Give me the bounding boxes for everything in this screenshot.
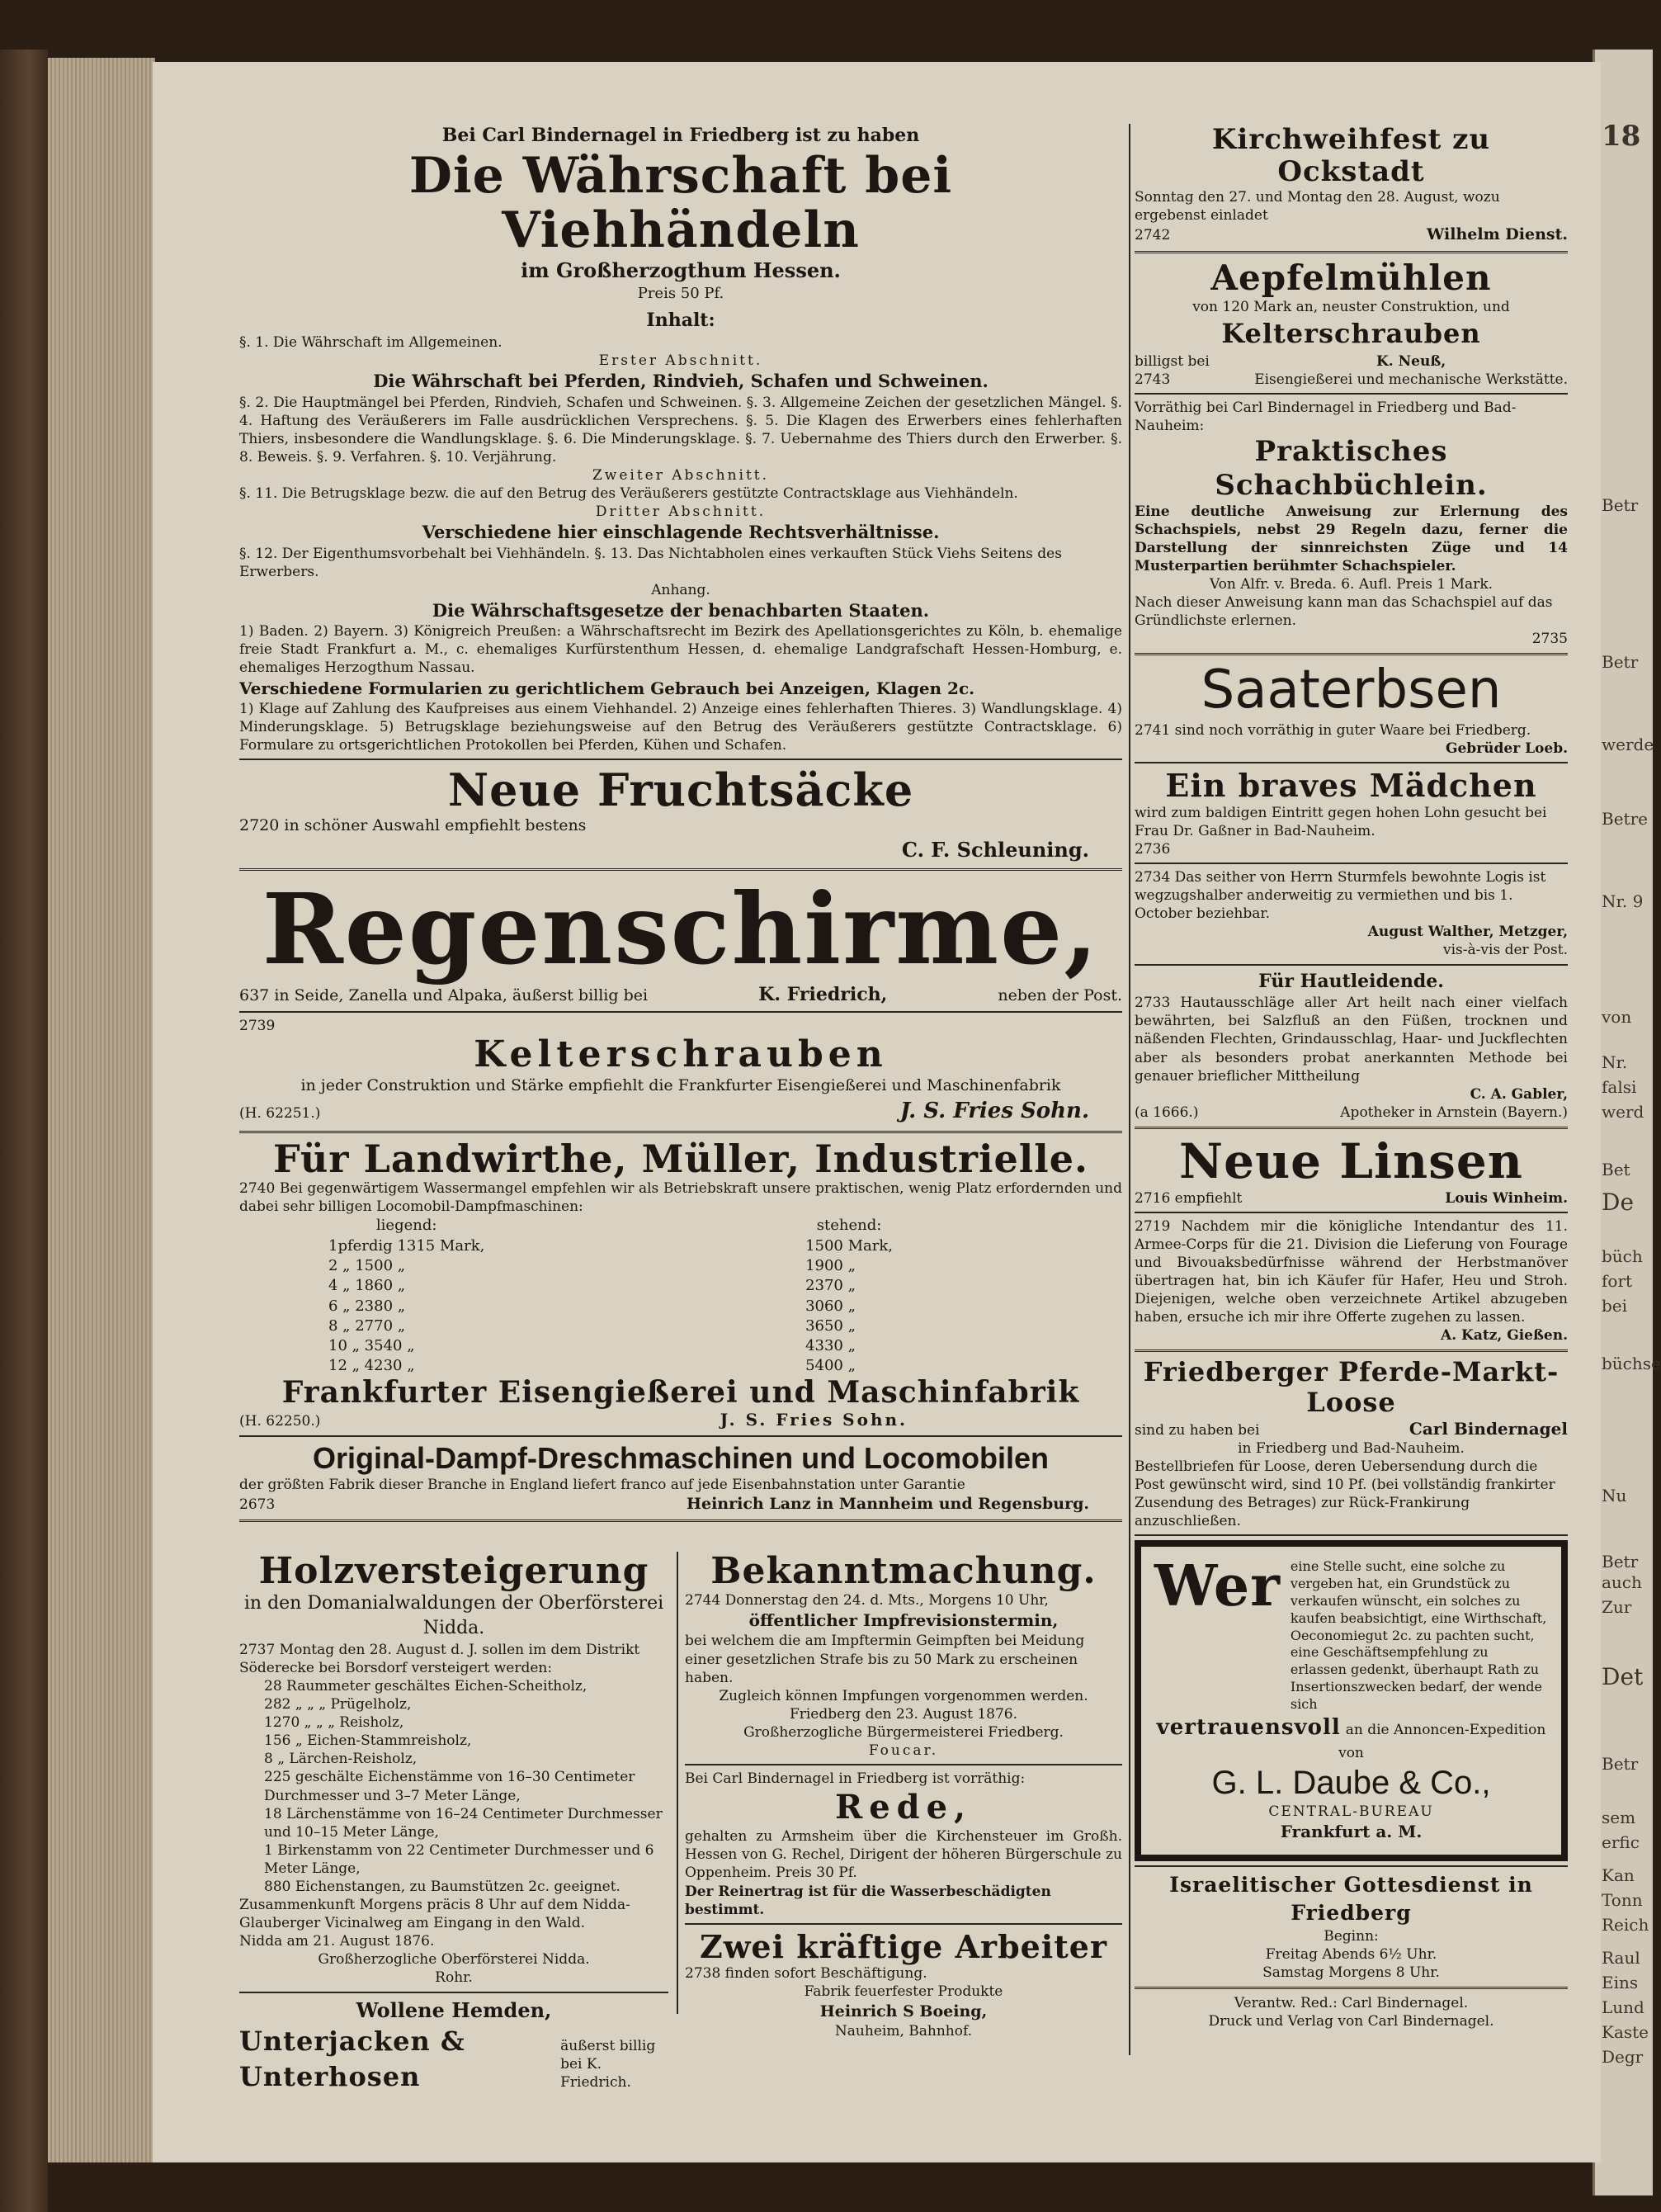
wer-bureau: CENTRAL-BUREAU — [1268, 1803, 1434, 1821]
whr-contents-heading: Inhalt: — [646, 310, 715, 332]
loose-ad — [1135, 1357, 1568, 1530]
holz-item: 225 geschälte Eichenstämme von 16–30 Centimeter Durchmesser und 3–7 Meter Länge, — [264, 1769, 635, 1804]
ad-number: 2734 — [1135, 869, 1171, 886]
land-ref: (H. 62250.) — [239, 1413, 321, 1430]
edge-fragment: Degr — [1602, 2047, 1644, 2067]
wer-big: Wer — [1154, 1553, 1281, 1620]
schach-author: Von Alfr. v. Breda. 6. Aufl. Preis 1 Mark. — [1209, 575, 1493, 593]
bek-text1: Donnerstag den 24. d. Mts., Morgens 10 Uhr, — [724, 1592, 1049, 1609]
ad-number: 2738 — [685, 1965, 721, 1983]
holz-item: 156 „ Eichen-Stammreisholz, — [264, 1732, 472, 1750]
logis-text: Das seither von Herrn Sturmfels bewohnte Logis ist wegzugshalber anderweitig zu vermiethen und bis 1. October beziehbar. — [1135, 869, 1546, 923]
ad-number: 2673 — [239, 1496, 276, 1513]
engine-row-lying: 4 „ 1860 „ — [328, 1277, 406, 1295]
whr-price: Preis 50 Pf. — [637, 285, 724, 303]
bekanntmachung-ad — [685, 1552, 1122, 2040]
haut-place: Apotheker in Arnstein (Bayern.) — [1340, 1104, 1568, 1121]
holz-item: 8 „ Lärchen-Reisholz, — [264, 1751, 418, 1768]
divider — [1135, 1987, 1568, 1989]
rede-note: Der Reinertrag ist für die Wasserbeschädigten bestimmt. — [685, 1883, 1051, 1918]
edge-fragment: auch — [1602, 1572, 1642, 1592]
linsen-ad — [1135, 1134, 1568, 1208]
page-number: 18 — [1602, 120, 1641, 153]
adjacent-page-strip — [1593, 50, 1661, 2195]
whr-paragraph3: §. 12. Der Eigenthumsvorbehalt bei Viehhändeln. §. 13. Das Nichtabholen eines verkauften Stück Viehs Seitens des Erwerbers. — [239, 545, 1062, 580]
aepfel-ad — [1135, 258, 1568, 389]
isr-saturday: Samstag Morgens 8 Uhr. — [1262, 1964, 1440, 1982]
land-text: Bei gegenwärtigem Wassermangel empfehlen wir als Betriebskraft unsere praktischen, wenig Platz erfordernden und dabei sehr billigen Locomobil-Dampfmaschinen: — [239, 1180, 1122, 1216]
regen-text: in Seide, Zanella und Alpaka, äußerst billig bei — [274, 985, 649, 1004]
arbeiter-title: Zwei kräftige Arbeiter — [699, 1927, 1107, 1965]
holz-item: 282 „ „ „ Prügelholz, — [264, 1696, 412, 1713]
isr-title: Israelitischer Gottesdienst in Friedberg — [1169, 1873, 1533, 1926]
dampf-ad — [239, 1441, 1122, 1515]
regen-title: Regenschirme, — [262, 871, 1100, 986]
imprint-editor: Verantw. Red.: Carl Bindernagel. — [1234, 1995, 1469, 2012]
schach-intro: Vorräthig bei Carl Bindernagel in Friedberg und Bad-Nauheim: — [1135, 399, 1517, 434]
wolle-title: Wollene Hemden, — [356, 1997, 552, 2022]
divider — [1135, 1127, 1568, 1129]
arbeiter-signature: Heinrich S Boeing, — [819, 2002, 988, 2021]
holz-meeting: Zusammenkunft Morgens präcis 8 Uhr auf dem Nidda-Glauberger Vicinalweg am Eingang in den Wald. — [239, 1897, 630, 1932]
frucht-signature: C. F. Schleuning. — [901, 837, 1089, 862]
bek-text3: Zugleich können Impfungen vorgenommen werden. — [719, 1687, 1088, 1704]
divider — [685, 1764, 1122, 1765]
haut-text: Hautausschläge aller Art heilt nach einer vielfach bewährten, bei Salzfluß an den Füßen, trocknen und näßenden Flechten, Grindausschlag, Haar- und Juckflechten aber als besonders probat anerkannten Methode bei genauer brieflicher Mittheilung — [1135, 995, 1569, 1085]
edge-fragment: Betr — [1602, 495, 1639, 515]
dampf-text: der größten Fabrik dieser Branche in England liefert franco auf jede Eisenbahnstation unter Garantie — [239, 1476, 965, 1493]
divider — [1135, 1212, 1568, 1213]
maed-text: wird zum baldigen Eintritt gegen hohen Lohn gesucht bei Frau Dr. Gaßner in Bad-Nauheim. — [1135, 804, 1547, 839]
whr-subtitle: im Großherzogthum Hessen. — [521, 258, 841, 282]
bek-signature: Foucar. — [868, 1742, 939, 1760]
edge-fragment: falsi — [1602, 1077, 1637, 1097]
landwirthe-ad — [239, 1138, 1122, 1432]
engine-table — [314, 1216, 908, 1376]
loose-note: Bestellbriefen für Loose, deren Uebersendung durch die Post gewünscht wird, sind 10 Pf. (bei vollständig frankirter Zusendung des Betrages) zur Rück-Frankirung anzuschließen. — [1135, 1458, 1555, 1530]
rede-intro: Bei Carl Bindernagel in Friedberg ist vorräthig: — [685, 1770, 1026, 1788]
column-divider — [1129, 124, 1130, 2055]
edge-fragment: Nr. 9 — [1602, 891, 1644, 911]
edge-fragment: Det — [1602, 1663, 1644, 1690]
edge-fragment: Raul — [1602, 1948, 1640, 1968]
engine-row-standing: 2370 „ — [805, 1277, 856, 1295]
edge-fragment: sem — [1602, 1808, 1636, 1827]
wolle-text: äußerst billig bei K. Friedrich. — [560, 2037, 656, 2091]
whr-section1: Erster Abschnitt. — [598, 352, 763, 370]
schach-note: Nach dieser Anweisung kann man das Schachspiel auf das Gründlichste erlernen. — [1135, 594, 1553, 630]
saat-text: sind noch vorräthig in guter Waare bei Friedberg. — [1174, 721, 1531, 739]
linsen-signature: Louis Winheim. — [1445, 1189, 1568, 1207]
divider — [1135, 653, 1568, 655]
saat-ad — [1135, 660, 1568, 758]
kirch-signature: Wilhelm Dienst. — [1427, 225, 1568, 244]
schach-text: Eine deutliche Anweisung zur Erlernung des Schachspiels, nebst 29 Regeln dazu, ferner die Darstellung der sinnreichsten Züge und 14 Musterpartien berühmter Schachspieler. — [1135, 503, 1568, 574]
whr-paragraph4: 1) Baden. 2) Bayern. 3) Königreich Preußen: a Währschaftsrecht im Bezirk des Apellationsgerichtes zu Köln, b. ehemalige freie Stadt Frankfurt a. M., c. ehemaliges Kurfürstenthum Hessen, d. ehemalige Landgrafschaft Hessen-Homburg, e. ehemaliges Herzogthum Nassau. — [239, 623, 1122, 677]
divider — [239, 868, 1122, 871]
holz-item: 1270 „ „ „ Reisholz, — [264, 1714, 404, 1732]
whr-paragraph5: 1) Klage auf Zahlung des Kaufpreises aus einem Viehhandel. 2) Anzeige eines fehlerhaften Thieres. 3) Wandlungsklage. 4) Minderungsklage. 5) Betrugsklage beziehungsweise auf den Betrug des Veräußerers gestützte Contractsklage. 6) Formulare zu ortsgerichtlichen Protokollen bei Pferden, Kühen und Schafen. — [239, 700, 1122, 754]
edge-fragment: werd — [1602, 1102, 1644, 1122]
bek-office: Großherzogliche Bürgermeisterei Friedberg. — [743, 1723, 1064, 1741]
engine-row-lying: 2 „ 1500 „ — [328, 1256, 406, 1274]
edge-fragment: Kaste — [1602, 2022, 1649, 2042]
lying-engines-table — [314, 1216, 499, 1376]
ad-number: 2736 — [1135, 840, 1171, 858]
ad-number: 2720 — [239, 815, 280, 834]
logis-signature: August Walther, Metzger, — [1367, 924, 1568, 941]
logis-ad — [1135, 868, 1568, 959]
apfel-firm: Eisengießerei und mechanische Werkstätte. — [1254, 371, 1568, 388]
standing-engines-table — [790, 1216, 908, 1376]
intend-text: Nachdem mir die königliche Intendantur des 11. Armee-Corps für die 21. Division die Lieferung von Fourage und Bivouaksbedürfnisse während der Herbstmanöver übertragen hat, bin ich Käufer für Hafer, Heu und Stroh. Diejenigen, welche oben verzeichnete Artikel abzugeben haben, ersuche ich mir ihre Offerte zugehen zu lassen. — [1135, 1217, 1568, 1326]
arbeiter-place: Nauheim, Bahnhof. — [834, 2023, 973, 2040]
apfel-cheap: billigst bei — [1135, 352, 1210, 370]
edge-fragment: Zur — [1602, 1597, 1632, 1617]
edge-fragment: büch — [1602, 1246, 1643, 1266]
wer-emphasis: vertrauensvoll — [1156, 1714, 1341, 1740]
wer-city: Frankfurt a. M. — [1280, 1822, 1423, 1842]
engine-row-standing: 5400 „ — [805, 1357, 856, 1375]
loose-place: in Friedberg und Bad-Nauheim. — [1238, 1440, 1465, 1457]
engine-row-standing: 3650 „ — [805, 1316, 856, 1335]
whr-intro: Bei Carl Bindernagel in Friedberg ist zu haben — [441, 125, 920, 146]
holz-item: 28 Raummeter geschältes Eichen-Scheitholz, — [264, 1677, 587, 1694]
apfel-title: Aepfelmühlen — [1210, 258, 1492, 299]
land-firm: Frankfurter Eisengießerei und Maschinfabrik — [281, 1374, 1080, 1410]
ad-number: 2743 — [1135, 371, 1171, 388]
schach-title: Praktisches Schachbüchlein. — [1215, 434, 1488, 502]
edge-fragment: fort — [1602, 1271, 1633, 1291]
bek-date: Friedberg den 23. August 1876. — [789, 1705, 1018, 1723]
land-title: Für Landwirthe, Müller, Industrielle. — [272, 1136, 1089, 1181]
linsen-title: Neue Linsen — [1179, 1132, 1523, 1189]
edge-fragment: Betre — [1602, 809, 1648, 829]
divider — [1135, 251, 1568, 253]
whr-section2: Zweiter Abschnitt. — [592, 466, 770, 484]
divider — [239, 1131, 1122, 1133]
whr-appendix: Anhang. — [651, 581, 710, 598]
divider — [1135, 393, 1568, 395]
divider — [1135, 1349, 1568, 1352]
ad-number: 2740 — [239, 1180, 276, 1198]
divider — [239, 1435, 1122, 1437]
engine-row-lying: 10 „ 3540 „ — [328, 1337, 415, 1355]
regen-tail: neben der Post. — [998, 985, 1122, 1004]
divider — [685, 1923, 1122, 1925]
engine-row-standing: 4330 „ — [805, 1337, 856, 1355]
divider — [1135, 1534, 1568, 1536]
engine-row-standing: 3060 „ — [805, 1297, 856, 1315]
ad-number: 2735 — [1531, 631, 1568, 648]
divider — [239, 1011, 1122, 1013]
edge-fragment: werde — [1602, 735, 1654, 754]
edge-fragment: Reich — [1602, 1915, 1649, 1935]
main-column — [239, 124, 1122, 1527]
divider — [239, 1992, 668, 1993]
holz-title: Holzversteigerung — [258, 1550, 649, 1592]
kelter-text: in jeder Construktion und Stärke empfiehlt die Frankfurter Eisengießerei und Maschinenfabrik — [300, 1075, 1061, 1094]
ad-number: 637 — [239, 985, 270, 1004]
ad-number: 2733 — [1135, 995, 1171, 1012]
divider — [1135, 964, 1568, 966]
holz-item: 1 Birkenstamm von 22 Centimeter Durchmesser und 6 Meter Länge, — [264, 1841, 654, 1877]
kelter-ref: (H. 62251.) — [239, 1104, 321, 1122]
edge-fragment: Lund — [1602, 1997, 1644, 2017]
regenschirme-ad — [239, 871, 1122, 1007]
apfel-signature: K. Neuß, — [1376, 352, 1446, 370]
haut-ad — [1135, 970, 1568, 1122]
wer-firm: G. L. Daube & Co., — [1211, 1765, 1491, 1802]
ad-number: 2737 — [239, 1641, 276, 1658]
bek-text2: bei welchem die am Impftermin Geimpften bei Meidung einer gesetzlichen Strafe bis zu 50 Mark zu erscheinen haben. — [685, 1633, 1085, 1686]
holz-text: Montag den 28. August d. J. sollen im dem Distrikt Söderecke bei Borsdorf versteigert werden: — [239, 1641, 640, 1676]
haut-ref: (a 1666.) — [1135, 1104, 1199, 1121]
ad-number: 2739 — [239, 1018, 276, 1035]
wolle-subtitle: Unterjacken & Unterhosen — [239, 2025, 465, 2093]
edge-fragment: De — [1602, 1189, 1635, 1216]
loose-text: sind zu haben bei — [1135, 1421, 1260, 1439]
divider — [239, 759, 1122, 760]
gottesdienst-ad — [1135, 1871, 1568, 1982]
rede-text: gehalten zu Armsheim über die Kirchensteuer im Großh. Hessen von G. Rechel, Dirigent der höheren Bürgerschule zu Oppenheim. Preis 30 Pf. — [685, 1828, 1122, 1882]
col-header-lying: liegend: — [375, 1217, 437, 1235]
loose-title: Friedberger Pferde-Markt-Loose — [1143, 1356, 1560, 1419]
edge-fragment: büchse — [1602, 1354, 1661, 1373]
daube-ad — [1135, 1540, 1568, 1861]
page-edges — [48, 58, 155, 2162]
saat-title: Saaterbsen — [1201, 659, 1502, 721]
edge-fragment: Eins — [1602, 1973, 1639, 1992]
ad-number: 2719 — [1135, 1217, 1171, 1235]
holz-ad — [239, 1552, 668, 2095]
edge-fragment: Nr. — [1602, 1052, 1628, 1072]
frucht-title: Neue Fruchtsäcke — [447, 763, 914, 816]
haut-signature: C. A. Gabler, — [1470, 1085, 1568, 1103]
whr-paragraph1: §. 2. Die Hauptmängel bei Pferden, Rindvieh, Schafen und Schweinen. §. 3. Allgemeine Zeichen der gesetzlichen Mängel. §. 4. Haftung des Veräußerers im Falle ausdrücklichen Versprechens. §. 5. Die Klagen des Erwerbers eines fehlerhaften Thiers, insbesondere die Wandlungsklage. §. 6. Die Minderungsklage. §. 7. Uebernahme des Thiers durch den Erwerber. §. 8. Beweis. §. 9. Verfahren. §. 10. Verjährung. — [239, 394, 1122, 466]
sub-column-divider — [677, 1552, 678, 2014]
edge-fragment: von — [1602, 1007, 1632, 1027]
kirch-title: Kirchweihfest zu Ockstadt — [1211, 123, 1491, 189]
ad-number: 2742 — [1135, 227, 1171, 244]
isr-beginn: Beginn: — [1324, 1927, 1379, 1945]
whr-heading5: Verschiedene Formularien zu gerichtlichem Gebrauch bei Anzeigen, Klagen 2c. — [239, 678, 975, 698]
regen-signature: K. Friedrich, — [758, 983, 888, 1005]
edge-fragment: erfic — [1602, 1832, 1640, 1852]
linsen-text: empfiehlt — [1174, 1189, 1243, 1207]
intendantur-ad — [1135, 1217, 1568, 1345]
engine-row-lying: 12 „ 4230 „ — [328, 1357, 415, 1375]
ad-number: 2744 — [685, 1592, 721, 1609]
holz-date: Nidda am 21. August 1876. — [239, 1933, 435, 1950]
engine-row-standing: 1500 Mark, — [805, 1236, 893, 1255]
rede-title: Rede, — [834, 1788, 973, 1827]
fruchtsaecke-ad — [239, 764, 1122, 863]
engine-row-lying: 6 „ 2380 „ — [328, 1297, 406, 1315]
book-spine — [0, 50, 48, 2212]
engine-row-standing: 1900 „ — [805, 1256, 856, 1274]
divider — [1135, 863, 1568, 864]
imprint-publisher: Druck und Verlag von Carl Bindernagel. — [1208, 2013, 1494, 2030]
isr-friday: Freitag Abends 6½ Uhr. — [1265, 1946, 1437, 1964]
kelter-title: Kelterschrauben — [474, 1033, 888, 1076]
loose-signature: Carl Bindernagel — [1409, 1418, 1568, 1439]
kelterschrauben-ad — [239, 1017, 1122, 1125]
whr-heading4: Die Währschaftsgesetze der benachbarten Staaten. — [432, 599, 930, 621]
bek-title: Bekanntmachung. — [710, 1550, 1097, 1592]
frucht-text: in schöner Auswahl empfiehlt bestens — [284, 815, 587, 834]
edge-fragment: Tonn — [1602, 1890, 1643, 1910]
whr-heading3: Verschiedene hier einschlagende Rechtsverhältnisse. — [422, 522, 940, 543]
holz-subtitle: in den Domanialwaldungen der Oberförsterei Nidda. — [243, 1593, 664, 1639]
edge-fragment: Bet — [1602, 1160, 1630, 1179]
whr-paragraph2: §. 11. Die Betrugsklage bezw. die auf den Betrug des Veräußerers gestützte Contractsklage aus Viehhändeln. — [239, 485, 1018, 503]
engine-row-lying: 1pferdig 1315 Mark, — [328, 1236, 485, 1255]
arbeiter-firm: Fabrik feuerfester Produkte — [804, 1983, 1003, 2001]
logis-place: vis-à-vis der Post. — [1443, 942, 1568, 959]
maed-title: Ein braves Mädchen — [1165, 767, 1537, 805]
divider — [239, 1520, 1122, 1522]
edge-fragment: Betr — [1602, 652, 1639, 672]
ad-number: 2716 — [1135, 1189, 1171, 1207]
whr-s1: §. 1. Die Währschaft im Allgemeinen. — [239, 334, 503, 352]
edge-fragment: Betr — [1602, 1754, 1639, 1774]
kelter-signature: J. S. Fries Sohn. — [899, 1098, 1089, 1123]
haut-title: Für Hautleidende. — [1258, 970, 1444, 992]
wer-text: eine Stelle sucht, eine solche zu vergeben hat, ein Grundstück zu verkaufen wünscht, ein solches zu kaufen beabsichtigt, eine Wirthschaft, Oeconomiegut 2c. zu pachten sucht, eine Geschäftsempfehlung zu erlassen gedenkt, überhaupt Rath zu Insertionszwecken bedarf, der wende sich — [1290, 1558, 1547, 1712]
dampf-signature: Heinrich Lanz in Mannheim und Regensburg. — [687, 1494, 1089, 1513]
maedchen-ad — [1135, 768, 1568, 858]
holz-item: 18 Lärchenstämme von 16–24 Centimeter Durchmesser und 10–15 Meter Länge, — [264, 1805, 663, 1841]
apfel-subtitle: Kelterschrauben — [1221, 318, 1481, 350]
apfel-text: von 120 Mark an, neuster Construktion, und — [1192, 299, 1510, 316]
engine-row-lying: 8 „ 2770 „ — [328, 1316, 406, 1335]
edge-fragment: bei — [1602, 1296, 1628, 1316]
arbeiter-text: finden sofort Beschäftigung. — [724, 1965, 927, 1983]
wer-tail: an die Annoncen-Expedition von — [1338, 1721, 1546, 1761]
whr-heading1: Die Währschaft bei Pferden, Rindvieh, Schafen und Schweinen. — [373, 371, 989, 392]
holz-office: Großherzogliche Oberförsterei Nidda. — [318, 1951, 590, 1969]
intend-signature: A. Katz, Gießen. — [1441, 1327, 1568, 1345]
holz-item: 880 Eichenstangen, zu Baumstützen 2c. geeignet. — [264, 1878, 621, 1895]
edge-fragment: Nu — [1602, 1486, 1627, 1505]
edge-fragment: Betr — [1602, 1552, 1639, 1572]
holz-signature: Rohr. — [435, 1969, 473, 1987]
schach-ad — [1135, 399, 1568, 649]
ad-number: 2741 — [1135, 721, 1171, 739]
bek-heading: öffentlicher Impfrevisionstermin, — [748, 1610, 1059, 1631]
land-signature: J. S. Fries Sohn. — [720, 1410, 908, 1430]
divider — [1135, 762, 1568, 763]
saat-signature: Gebrüder Loeb. — [1445, 740, 1568, 757]
divider — [1135, 1865, 1568, 1867]
side-column — [1135, 124, 1568, 2030]
whr-section3: Dritter Abschnitt. — [595, 503, 767, 521]
kirchweih-ad — [1135, 124, 1568, 246]
kirch-text: Sonntag den 27. und Montag den 28. August, wozu ergebenst einladet — [1135, 189, 1500, 225]
dampf-title: Original-Dampf-Dreschmaschinen und Locomobilen — [312, 1441, 1050, 1476]
col-header-standing: stehend: — [816, 1217, 882, 1235]
whr-ad — [239, 124, 1122, 754]
whr-title: Die Währschaft bei Viehhändeln — [408, 146, 953, 259]
edge-fragment: Kan — [1602, 1865, 1635, 1885]
